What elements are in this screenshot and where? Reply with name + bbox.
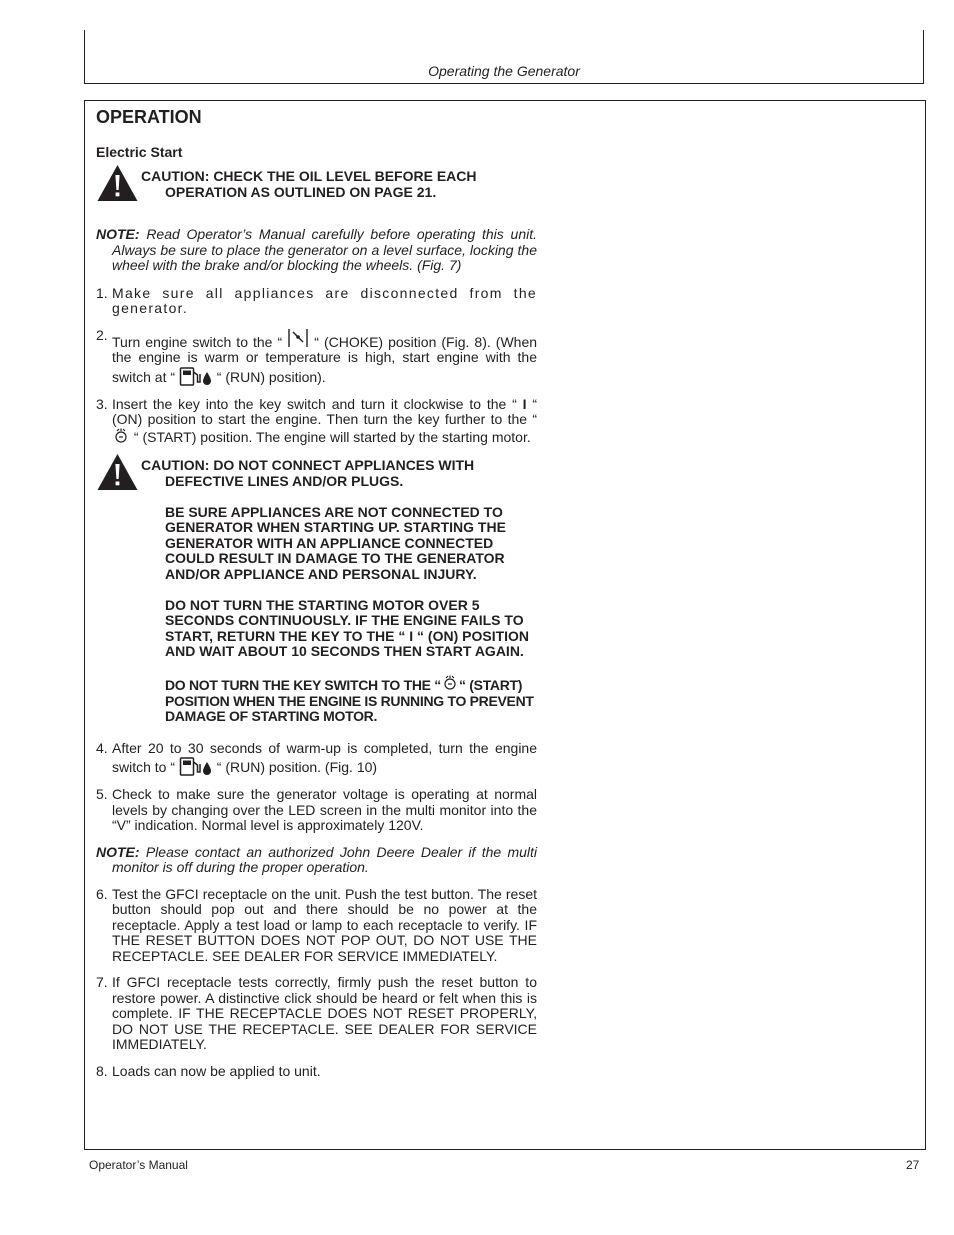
caution-text	[165, 675, 537, 725]
list-item	[96, 397, 537, 446]
caution-oil-level	[96, 169, 537, 200]
on-position-symbol: I	[522, 395, 527, 412]
subsection-title: Electric Start	[96, 144, 183, 160]
note-text: Please contact an authorized John Deere Dealer if the multi monitor is off during the proper operation.	[112, 843, 537, 875]
engine-start-icon	[112, 428, 130, 444]
list-item	[96, 741, 537, 777]
item-number: 4.	[96, 739, 108, 756]
item-text: Make sure all appliances are disconnected from the generator.	[112, 284, 537, 316]
item-number: 5.	[96, 786, 108, 802]
list-item	[96, 975, 537, 1053]
fuel-pump-drop-icon	[179, 756, 213, 776]
list-item	[96, 286, 537, 317]
section-title: OPERATION	[96, 107, 202, 127]
item-number: 2.	[96, 326, 108, 343]
left-column	[96, 105, 537, 1079]
engine-start-icon	[441, 675, 459, 691]
caution-text: DO NOT TURN THE STARTING MOTOR OVER 5 SECONDS CONTINUOUSLY. IF THE ENGINE FAILS TO START, RETURN THE KEY TO THE “ I “ (ON) POSITION AND WAIT ABOUT 10 SECONDS THEN START AGAIN.	[165, 596, 530, 659]
item-text: Check to make sure the generator voltage is operating at normal levels by changing over the LED screen in the multi monitor into the “V” indication. Normal level is approximately 120V.	[112, 786, 537, 833]
content-frame	[84, 100, 926, 1150]
item-number: 3.	[96, 395, 108, 412]
item-text: After 20 to 30 seconds of warm-up is completed, turn the engine switch to “	[112, 739, 537, 775]
item-number: 6.	[96, 885, 108, 902]
caution-text-part: DO NOT TURN THE KEY SWITCH TO THE “	[165, 677, 441, 693]
item-number: 7.	[96, 974, 108, 990]
item-number: 1.	[96, 284, 108, 301]
page-number: 27	[906, 1158, 920, 1172]
caution-appliances	[96, 458, 537, 725]
item-number: 8.	[96, 1062, 108, 1079]
item-text: “ (RUN) position. (Fig. 10)	[216, 759, 378, 775]
note-label: NOTE:	[96, 843, 140, 860]
choke-icon	[287, 328, 309, 348]
item-text: Loads can now be applied to unit.	[112, 1062, 321, 1079]
fuel-pump-drop-icon	[179, 366, 213, 386]
header-frame	[84, 30, 924, 84]
item-text: If GFCI receptacle tests correctly, firmly push the reset button to restore power. A distinctive click should be heard or felt when this is complete. IF THE RECEPTACLE DOES NOT RESET PROPERLY, DO NOT USE THE RECEPTACLE. SEE DEALER FOR SERVICE IMMEDIATELY.	[112, 974, 537, 1052]
caution-text: CAUTION: DO NOT CONNECT APPLIANCES WITH DEFECTIVE LINES AND/OR PLUGS.	[141, 457, 475, 489]
item-text: “ (ON) position to start the engine. Then turn the key further to the “	[112, 395, 538, 427]
list-item	[96, 1064, 537, 1080]
note-label: NOTE:	[96, 226, 140, 242]
note-read-manual	[96, 227, 537, 274]
list-item	[96, 328, 537, 386]
warning-triangle-icon	[96, 452, 139, 492]
item-text: “ (CHOKE) position (Fig. 8). (When the engine is warm or temperature is high, start engine with the switch at “	[112, 333, 538, 385]
footer-manual-name: Operator’s Manual	[89, 1158, 188, 1172]
item-text: Insert the key into the key switch and turn it clockwise to the “	[112, 395, 517, 412]
note-dealer	[96, 845, 537, 876]
item-text: Test the GFCI receptacle on the unit. Push the test button. The reset button should pop out and there should be no power at the receptacle. Apply a test load or lamp to each receptacle to verify. IF THE RESET BUTTON DOES NOT POP OUT, DO NOT USE THE RECEPTACLE. SEE DEALER FOR SERVICE IMMEDIATELY.	[112, 885, 537, 964]
list-item	[96, 887, 537, 965]
warning-triangle-icon	[96, 163, 139, 203]
item-text: “ (RUN) position).	[216, 368, 326, 385]
caution-text: BE SURE APPLIANCES ARE NOT CONNECTED TO GENERATOR WHEN STARTING UP. STARTING THE GENERATOR WITH AN APPLIANCE CONNECTED COULD RESULT IN DAMAGE TO THE GENERATOR AND/OR APPLIANCE AND PERSONAL INJURY.	[165, 503, 506, 582]
caution-text-part: “ (START) POSITION WHEN THE ENGINE IS RUNNING TO PREVENT DAMAGE OF STARTING MOTOR.	[165, 677, 534, 724]
list-item	[96, 787, 537, 834]
item-text: “ (START) position. The engine will started by the starting motor.	[133, 428, 531, 445]
caution-text: CAUTION: CHECK THE OIL LEVEL BEFORE EACH OPERATION AS OUTLINED ON PAGE 21.	[141, 168, 477, 200]
running-header: Operating the Generator	[428, 63, 580, 79]
note-text: Read Operator’s Manual carefully before operating this unit. Always be sure to place the generator on a level surface, locking the wheel with the brake and/or blocking the wheels. (Fig. 7)	[112, 226, 537, 273]
item-text: Turn engine switch to the “	[112, 333, 283, 350]
